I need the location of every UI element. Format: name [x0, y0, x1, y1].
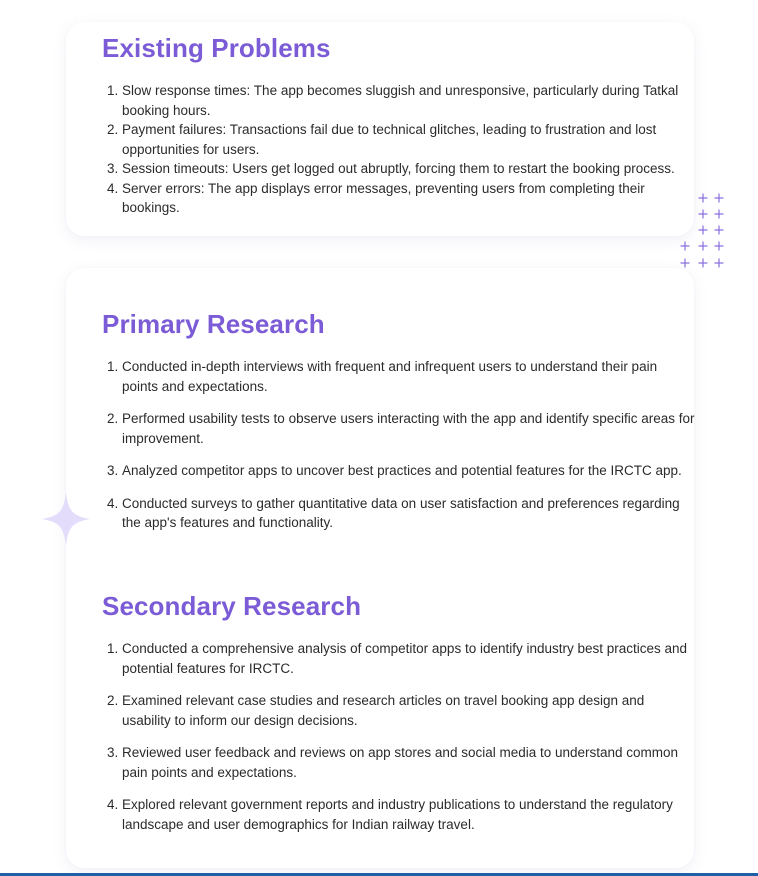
- primary-research-heading: Primary Research: [102, 309, 325, 339]
- list-item: 2. Payment failures: Transactions fail due to technical glitches, leading to frustration and lost opportunities for users.: [122, 120, 696, 159]
- secondary-research-heading: Secondary Research: [102, 591, 362, 621]
- list-item: 4. Explored relevant government reports and industry publications to understand the regulatory landscape and user demographics for Indian railway travel.: [122, 795, 696, 834]
- list-item: 3. Reviewed user feedback and reviews on app stores and social media to understand common pain points and expectations.: [122, 743, 696, 782]
- secondary-research-list: [88, 639, 696, 847]
- sparkle-star-icon: [42, 492, 90, 546]
- list-item: 1. Conducted a comprehensive analysis of competitor apps to identify industry best practices and potential features for IRCTC.: [122, 639, 696, 678]
- list-item: 2. Performed usability tests to observe users interacting with the app and identify specific areas for improvement.: [122, 409, 696, 448]
- plus-pattern-icon: [676, 190, 732, 272]
- list-item: 4. Server errors: The app displays error messages, preventing users from completing their bookings.: [122, 179, 696, 218]
- list-item: 1. Conducted in-depth interviews with frequent and infrequent users to understand their pain points and expectations.: [122, 357, 696, 396]
- existing-problems-list: [88, 81, 696, 218]
- primary-research-list: [88, 357, 696, 546]
- list-item: 4. Conducted surveys to gather quantitative data on user satisfaction and preferences regarding the app's features and functionality.: [122, 494, 696, 533]
- list-item: 1. Slow response times: The app becomes sluggish and unresponsive, particularly during Tatkal booking hours.: [122, 81, 696, 120]
- existing-problems-heading: Existing Problems: [102, 33, 331, 63]
- list-item: 2. Examined relevant case studies and research articles on travel booking app design and usability to inform our design decisions.: [122, 691, 696, 730]
- list-item: 3. Session timeouts: Users get logged out abruptly, forcing them to restart the booking process.: [122, 159, 696, 179]
- list-item: 3. Analyzed competitor apps to uncover best practices and potential features for the IRCTC app.: [122, 461, 696, 481]
